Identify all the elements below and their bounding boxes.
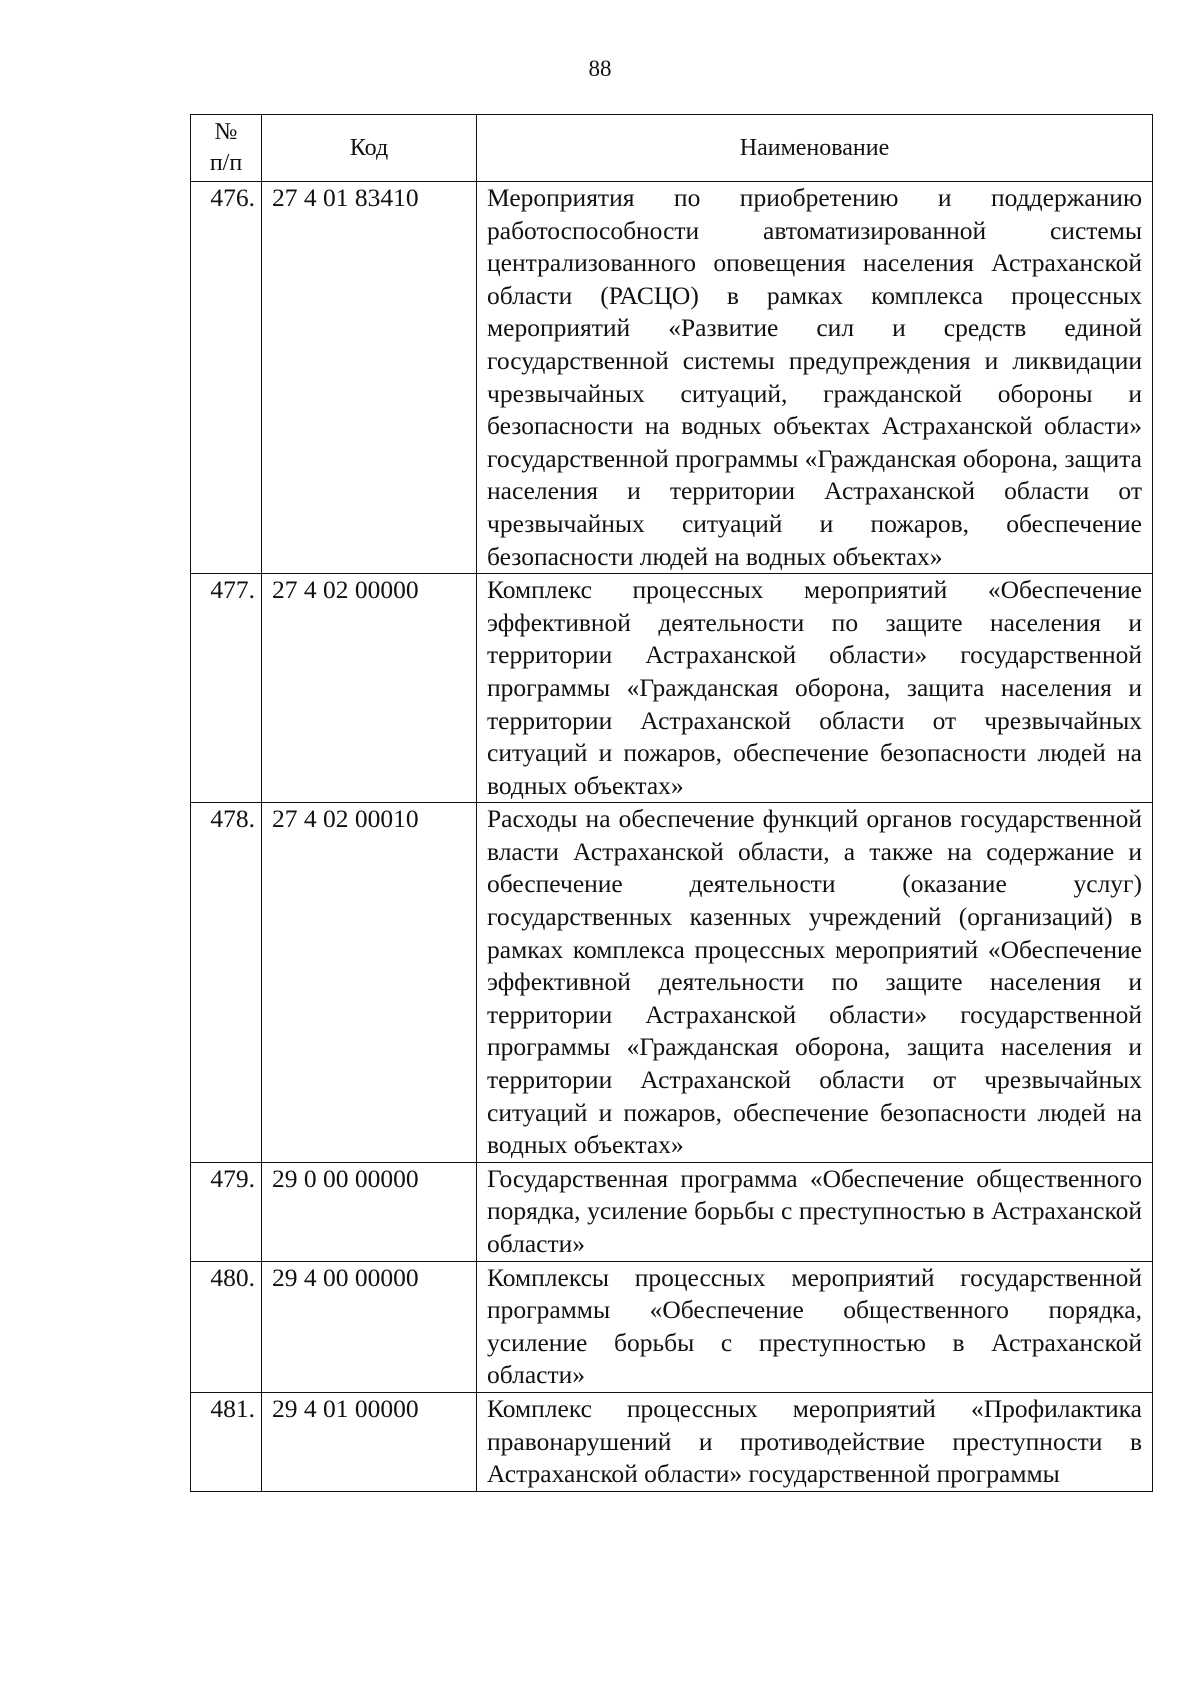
row-number: 479. xyxy=(191,1162,262,1261)
header-number xyxy=(191,115,262,182)
row-number: 478. xyxy=(191,803,262,1163)
row-code: 29 4 00 00000 xyxy=(262,1261,477,1392)
row-code: 27 4 01 83410 xyxy=(262,182,477,574)
header-number-abbrev: п/п xyxy=(209,150,243,176)
row-number: 481. xyxy=(191,1392,262,1491)
row-number: 480. xyxy=(191,1261,262,1392)
row-number: 476. xyxy=(191,182,262,574)
row-number: 477. xyxy=(191,574,262,803)
page-number: 88 xyxy=(588,56,612,81)
table-header xyxy=(191,115,1153,182)
row-code: 27 4 02 00010 xyxy=(262,803,477,1163)
table-row xyxy=(191,1162,1153,1261)
table-row xyxy=(191,574,1153,803)
header-row xyxy=(191,115,1153,182)
table-row xyxy=(191,1261,1153,1392)
table-row xyxy=(191,803,1153,1163)
row-name: Комплексы процессных мероприятий государственной программы «Обеспечение общественного порядка, усиление борьбы с преступностью в Астраханской области» xyxy=(477,1261,1153,1392)
table-row xyxy=(191,182,1153,574)
row-name: Государственная программа «Обеспечение общественного порядка, усиление борьбы с преступностью в Астраханской области» xyxy=(477,1162,1153,1261)
row-code: 29 0 00 00000 xyxy=(262,1162,477,1261)
row-name: Расходы на обеспечение функций органов государственной власти Астраханской области, а также на содержание и обеспечение деятельности (оказание услуг) государственных казенных учреждений (организаций) в рамках комплекса процессных мероприятий «Обеспечение эффективной деятельности по защите населения и территории Астраханской области» государственной программы «Гражданская оборона, защита населения и территории Астраханской области от чрезвычайных ситуаций и пожаров, обеспечение безопасности людей на водных объектах» xyxy=(477,803,1153,1163)
row-name: Комплекс процессных мероприятий «Обеспечение эффективной деятельности по защите населения и территории Астраханской области» государственной программы «Гражданская оборона, защита населения и территории Астраханской области от чрезвычайных ситуаций и пожаров, обеспечение безопасности людей на водных объектах» xyxy=(477,574,1153,803)
row-name: Комплекс процессных мероприятий «Профилактика правонарушений и противодействие преступности в Астраханской области» государственной программы xyxy=(477,1392,1153,1491)
table-row xyxy=(191,1392,1153,1491)
table-body xyxy=(191,182,1153,1492)
row-code: 29 4 01 00000 xyxy=(262,1392,477,1491)
row-code: 27 4 02 00000 xyxy=(262,574,477,803)
header-number-sign: № xyxy=(214,119,238,145)
header-code: Код xyxy=(262,115,477,182)
budget-code-table xyxy=(190,114,1153,1492)
header-name: Наименование xyxy=(477,115,1153,182)
row-name: Мероприятия по приобретению и поддержанию работоспособности автоматизированной системы централизованного оповещения населения Астраханской области (РАСЦО) в рамках комплекса процессных мероприятий «Развитие сил и средств единой государственной системы предупреждения и ликвидации чрезвычайных ситуаций, гражданской обороны и безопасности на водных объектах Астраханской области» государственной программы «Гражданская оборона, защита населения и территории Астраханской области от чрезвычайных ситуаций и пожаров, обеспечение безопасности людей на водных объектах» xyxy=(477,182,1153,574)
